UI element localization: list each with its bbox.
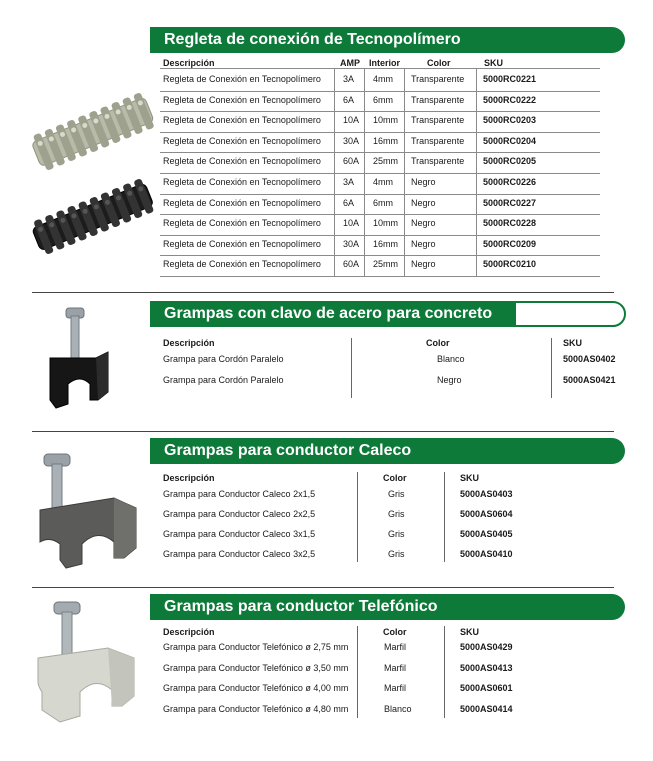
section2-title: Grampas con clavo de acero para concreto	[164, 305, 493, 322]
table-rule	[160, 111, 600, 112]
header-color: Color	[383, 627, 407, 637]
cell-color: Negro	[411, 177, 436, 187]
cell-color: Transparente	[411, 135, 465, 146]
cell-interior: 10mm	[373, 115, 399, 126]
table-rule	[160, 91, 600, 92]
header-color: Color	[426, 338, 450, 348]
cell-color: Gris	[388, 509, 405, 519]
cell-color: Negro	[411, 197, 436, 208]
cell-descripcion: Regleta de Conexión en Tecnopolímero	[163, 115, 321, 126]
cell-interior: 25mm	[373, 156, 399, 167]
cell-descripcion: Regleta de Conexión en Tecnopolímero	[163, 156, 321, 167]
header-amp: AMP	[340, 58, 360, 68]
cell-sku: 5000AS0413	[460, 662, 513, 673]
table-rule	[160, 214, 600, 215]
cell-color: Transparente	[411, 156, 465, 167]
header-sku: SKU	[563, 338, 583, 348]
cell-sku: 5000RC0210	[483, 259, 537, 270]
cell-descripcion: Regleta de Conexión en Tecnopolímero	[163, 94, 321, 105]
cell-amp: 6A	[343, 197, 355, 208]
cell-sku: 5000AS0601	[460, 683, 513, 693]
column-rule	[334, 68, 335, 277]
section-divider	[32, 431, 614, 432]
cell-amp: 30A	[343, 135, 360, 146]
column-rule	[476, 68, 477, 277]
cell-sku: 5000RC0227	[483, 197, 537, 208]
cell-descripcion: Grampa para Conductor Telefónico ø 4,00 mm	[163, 683, 349, 693]
cell-amp: 10A	[343, 115, 360, 126]
cell-color: Negro	[437, 375, 462, 385]
table-rule	[160, 235, 600, 236]
cell-amp: 60A	[343, 259, 360, 270]
cell-descripcion: Grampa para Conductor Caleco 2x1,5	[163, 489, 316, 499]
cell-interior: 16mm	[373, 135, 399, 146]
section-divider	[32, 587, 614, 588]
header-sku: SKU	[484, 58, 504, 68]
cell-color: Gris	[388, 489, 405, 499]
cell-interior: 16mm	[373, 238, 399, 249]
cell-sku: 5000RC0228	[483, 218, 537, 229]
header-descripcion: Descripción	[163, 473, 215, 483]
header-descripcion: Descripción	[163, 627, 215, 637]
cell-sku: 5000RC0205	[483, 156, 537, 167]
cell-descripcion: Grampa para Conductor Telefónico ø 2,75 mm	[163, 642, 349, 652]
cell-sku: 5000AS0429	[460, 642, 513, 652]
cell-amp: 30A	[343, 238, 360, 249]
terminal-strip-transparent-image	[30, 91, 156, 172]
section2-banner-end	[514, 301, 626, 327]
gray-clamp-nail-image	[34, 448, 144, 573]
cell-color: Transparente	[411, 74, 465, 84]
table-rule	[160, 276, 600, 277]
cell-interior: 4mm	[373, 74, 393, 84]
section4-title-banner	[150, 594, 625, 620]
column-rule	[444, 472, 445, 562]
table-rule	[160, 152, 600, 153]
cell-interior: 25mm	[373, 259, 399, 270]
cell-sku: 5000AS0402	[563, 354, 616, 364]
cell-descripcion: Grampa para Cordón Paralelo	[163, 354, 284, 364]
cell-sku: 5000AS0403	[460, 489, 513, 499]
cell-descripcion: Regleta de Conexión en Tecnopolímero	[163, 177, 321, 187]
header-interior: Interior	[369, 58, 401, 68]
cell-color: Marfil	[384, 683, 406, 693]
cell-color: Transparente	[411, 94, 465, 105]
cell-descripcion: Grampa para Conductor Telefónico ø 4,80 mm	[163, 703, 349, 714]
column-rule	[404, 68, 405, 277]
header-sku: SKU	[460, 473, 480, 483]
cell-amp: 60A	[343, 156, 360, 167]
cell-descripcion: Regleta de Conexión en Tecnopolímero	[163, 74, 321, 84]
column-rule	[444, 626, 445, 718]
cell-interior: 4mm	[373, 177, 393, 187]
cell-sku: 5000RC0226	[483, 177, 537, 187]
cell-color: Gris	[388, 549, 405, 559]
section4-title: Grampas para conductor Telefónico	[164, 598, 438, 615]
cell-color: Marfil	[384, 642, 406, 652]
section2-title-banner	[150, 301, 516, 327]
header-descripcion: Descripción	[163, 58, 215, 68]
cell-sku: 5000RC0203	[483, 115, 537, 126]
cell-descripcion: Regleta de Conexión en Tecnopolímero	[163, 197, 321, 208]
cell-interior: 6mm	[373, 94, 393, 105]
table-rule	[160, 255, 600, 256]
cell-sku: 5000RC0209	[483, 238, 537, 249]
header-sku: SKU	[460, 627, 480, 637]
cell-color: Negro	[411, 259, 436, 270]
cell-descripcion: Regleta de Conexión en Tecnopolímero	[163, 135, 321, 146]
cell-descripcion: Regleta de Conexión en Tecnopolímero	[163, 238, 321, 249]
cell-sku: 5000AS0604	[460, 509, 513, 519]
ivory-clamp-nail-image	[30, 598, 145, 726]
table-rule	[160, 194, 600, 195]
table-rule	[160, 132, 600, 133]
cell-sku: 5000AS0414	[460, 703, 513, 714]
column-rule	[351, 338, 352, 398]
cell-color: Negro	[411, 218, 436, 229]
cell-descripcion: Regleta de Conexión en Tecnopolímero	[163, 259, 321, 270]
cell-sku: 5000AS0421	[563, 375, 616, 385]
header-color: Color	[383, 473, 407, 483]
cell-sku: 5000RC0221	[483, 74, 537, 84]
section3-title-banner	[150, 438, 625, 464]
cell-color: Gris	[388, 529, 405, 539]
table-rule	[160, 173, 600, 174]
section1-title: Regleta de conexión de Tecnopolímero	[164, 31, 461, 48]
header-descripcion: Descripción	[163, 338, 215, 348]
cell-descripcion: Grampa para Conductor Caleco 3x1,5	[163, 529, 316, 539]
cell-descripcion: Grampa para Cordón Paralelo	[163, 375, 284, 385]
column-rule	[357, 626, 358, 718]
cell-amp: 10A	[343, 218, 360, 229]
black-clamp-nail-image	[36, 300, 126, 420]
cell-color: Transparente	[411, 115, 465, 126]
terminal-strip-black-image	[30, 177, 156, 256]
section1-title-banner	[150, 27, 625, 53]
cell-descripcion: Regleta de Conexión en Tecnopolímero	[163, 218, 321, 229]
cell-amp: 3A	[343, 177, 355, 187]
header-color: Color	[427, 58, 451, 68]
section-divider	[32, 292, 614, 293]
terminal-strips-image	[30, 88, 160, 263]
column-rule	[357, 472, 358, 562]
cell-color: Blanco	[384, 703, 412, 714]
cell-color: Negro	[411, 238, 436, 249]
cell-sku: 5000AS0410	[460, 549, 513, 559]
cell-amp: 3A	[343, 74, 355, 84]
cell-descripcion: Grampa para Conductor Caleco 3x2,5	[163, 549, 316, 559]
cell-amp: 6A	[343, 94, 355, 105]
cell-color: Marfil	[384, 662, 406, 673]
cell-sku: 5000RC0222	[483, 94, 537, 105]
column-rule	[364, 68, 365, 277]
cell-color: Blanco	[437, 354, 465, 364]
cell-interior: 10mm	[373, 218, 399, 229]
column-rule	[551, 338, 552, 398]
table-rule	[160, 68, 600, 69]
section3-title: Grampas para conductor Caleco	[164, 442, 412, 459]
cell-sku: 5000AS0405	[460, 529, 513, 539]
cell-sku: 5000RC0204	[483, 135, 537, 146]
cell-interior: 6mm	[373, 197, 393, 208]
cell-descripcion: Grampa para Conductor Caleco 2x2,5	[163, 509, 316, 519]
cell-descripcion: Grampa para Conductor Telefónico ø 3,50 mm	[163, 662, 349, 673]
